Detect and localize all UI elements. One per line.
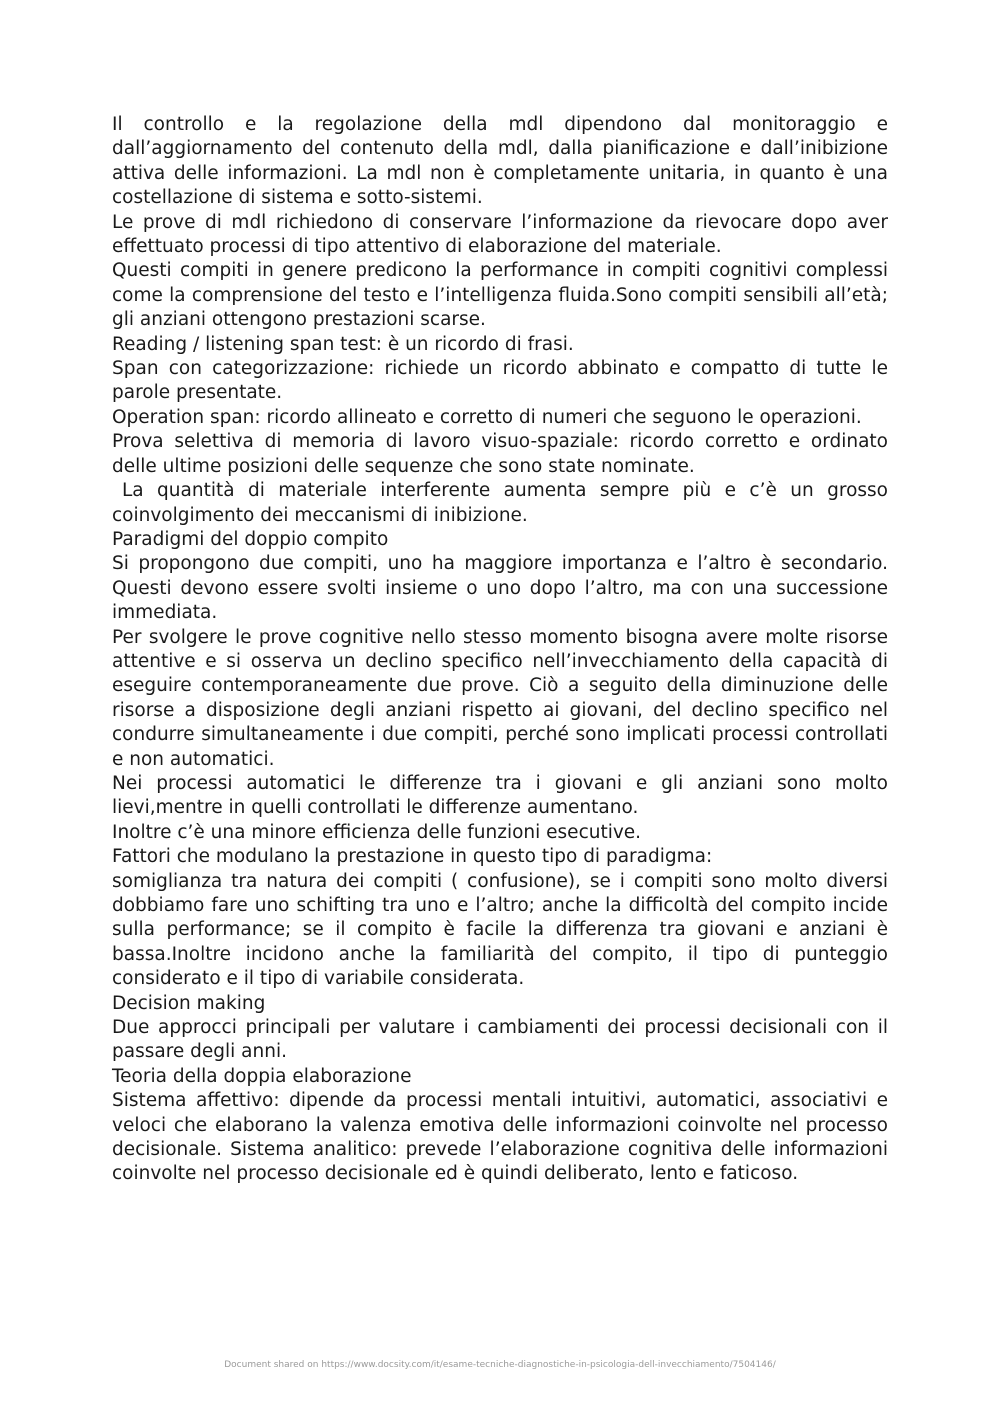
heading-decision-making: Decision making [112, 992, 266, 1014]
document-footer: Document shared on https://www.docsity.com/it/esame-tecniche-diagnostiche-in-psicologia-dell-invecchiamento/7504146/ [224, 1360, 776, 1370]
paragraph-span-categorization: Span con categorizzazione: richiede un ricordo abbinato e compatto di tutte le parole presentate. [112, 358, 888, 404]
paragraph-cognitive-resources: Per svolgere le prove cognitive nello stesso momento bisogna avere molte risorse attentive e si osserva un declino specifico nell’invecchiamento della capacità di eseguire contemporaneamente due prove. Ciò a seguito della diminuzione delle risorse a disposizione degli anziani rispetto ai giovani, del declino specifico nel condurre simultaneamente i due compiti, perché sono implicati processi controllati e non automatici. [112, 626, 888, 770]
paragraph-two-tasks: Si propongono due compiti, uno ha maggiore importanza e l’altro è secondario. Questi devono essere svolti insieme o uno dopo l’altro, ma con una successione immediata. [112, 553, 888, 624]
paragraph-reading-span: Reading / listening span test: è un ricordo di frasi. [112, 333, 574, 355]
paragraph-two-approaches: Due approcci principali per valutare i cambiamenti dei processi decisionali con il passare degli anni. [112, 1017, 888, 1063]
paragraph-interference: La quantità di materiale interferente aumenta sempre più e c’è un grosso coinvolgimento dei meccanismi di inibizione. [112, 480, 888, 526]
paragraph-affective-system: Sistema affettivo: dipende da processi mentali intuitivi, automatici, associativi e veloci che elaborano la valenza emotiva delle informazioni coinvolte nel processo decisionale. Sistema analitico: prevede l’elaborazione cognitiva delle informazioni coinvolte nel processo decisionale ed è quindi deliberato, lento e faticoso. [112, 1090, 888, 1185]
heading-dual-task: Paradigmi del doppio compito [112, 528, 389, 550]
paragraph-mdl-control: Il controllo e la regolazione della mdl dipendono dal monitoraggio e dall’aggiornamento del contenuto della mdl, dalla pianificazione e dall’inibizione attiva delle informazioni. La mdl non è completamente unitaria, in quanto è una costellazione di sistema e sotto-sistemi. [112, 114, 888, 209]
heading-dual-processing: Teoria della doppia elaborazione [112, 1065, 412, 1087]
paragraph-operation-span: Operation span: ricordo allineato e corretto di numeri che seguono le operazioni. [112, 406, 862, 428]
paragraph-visuospatial: Prova selettiva di memoria di lavoro visuo-spaziale: ricordo corretto e ordinato delle ultime posizioni delle sequenze che sono state nominate. [112, 431, 888, 477]
paragraph-modulating-factors: Fattori che modulano la prestazione in questo tipo di paradigma: [112, 846, 713, 868]
paragraph-executive-functions: Inoltre c’è una minore efficienza delle funzioni esecutive. [112, 821, 642, 843]
paragraph-task-similarity: somiglianza tra natura dei compiti ( confusione), se i compiti sono molto diversi dobbiamo fare uno schifting tra uno e l’altro; anche la difficoltà del compito incide sulla performance; se il compito è facile la differenza tra giovani e anziani è bassa.Inoltre incidono anche la familiarità del compito, il tipo di punteggio considerato e il tipo di variabile considerata. [112, 870, 888, 990]
paragraph-mdl-tests: Le prove di mdl richiedono di conservare l’informazione da rievocare dopo aver effettuato processi di tipo attentivo di elaborazione del materiale. [112, 211, 888, 258]
paragraph-automatic-processes: Nei processi automatici le differenze tra i giovani e gli anziani sono molto lievi,mentre in quelli controllati le differenze aumentano. [112, 772, 888, 819]
paragraph-tasks-predict: Questi compiti in genere predicono la performance in compiti cognitivi complessi come la comprensione del testo e l’intelligenza fluida.Sono compiti sensibili all’età; gli anziani ottengono prestazioni scarse. [112, 260, 888, 331]
document-body [112, 113, 888, 1187]
